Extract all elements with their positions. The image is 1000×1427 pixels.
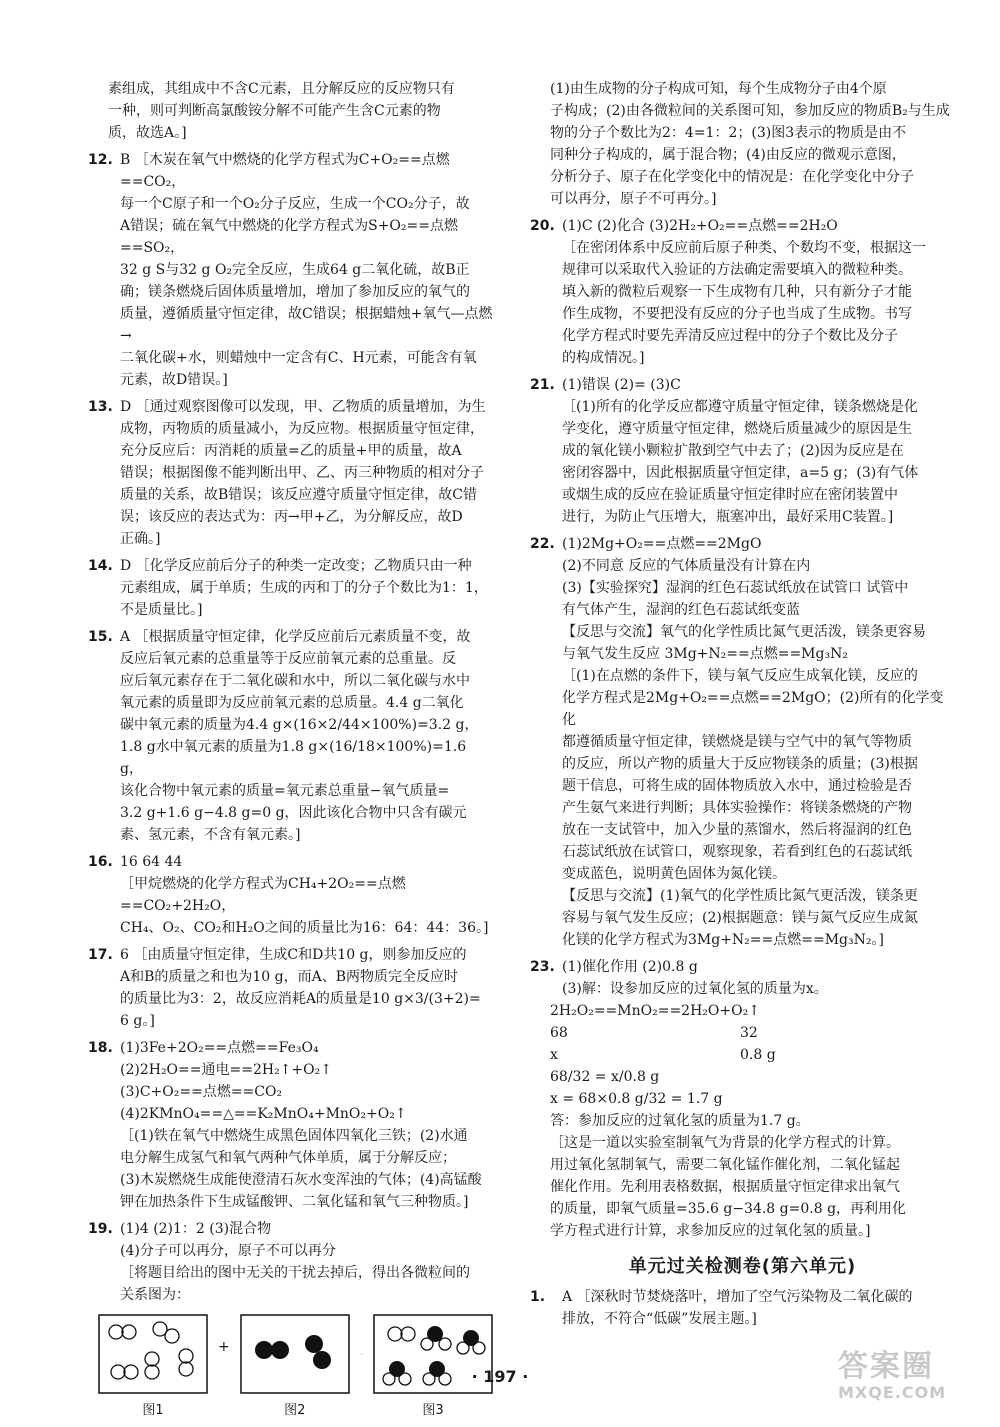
- section-title: 单元过关检测卷(第六单元): [628, 1256, 857, 1277]
- text-line: 充分反应后：丙消耗的质量=乙的质量+甲的质量，故A: [120, 443, 462, 459]
- question-number: 23.: [530, 959, 555, 975]
- question-14: [88, 555, 493, 621]
- q19-continuation: [530, 78, 955, 210]
- text-line: 元素组成，属于单质；生成的丙和丁的分子个数比为1：1，: [120, 580, 488, 596]
- calc-row: [550, 1066, 955, 1088]
- answer-line: (1)C (2)化合 (3)2H₂+O₂==点燃==2H₂O: [562, 218, 838, 234]
- question-number: 13.: [88, 399, 113, 415]
- text-line: 一种，则可判断高氯酸铵分解不可能产生含C元素的物: [108, 103, 441, 119]
- answer-line: (2)2H₂O==通电==2H₂↑+O₂↑: [120, 1062, 332, 1078]
- text-line: 都遵循质量守恒定律，镁燃烧是镁与空气中的氧气等物质: [562, 734, 912, 750]
- text-line: 质量的关系，故B错误；该反应遵守质量守恒定律，故C错: [120, 487, 477, 503]
- text-line: 的质量，即氧气质量=35.6 g−34.8 g=0.8 g，再利用化: [550, 1201, 907, 1217]
- text-line: A ［深秋时节焚烧落叶，增加了空气污染物及二氧化碳的: [562, 1289, 913, 1305]
- text-line: 的质量比为3：2，故反应消耗A的质量是10 g×3/(3+2)=: [120, 991, 481, 1007]
- text-line: 可以再分，原子不可再分。]: [550, 191, 717, 207]
- text-line: 元素，故D错误。]: [120, 372, 228, 388]
- text-line: ［(1)铁在氧气中燃烧生成黑色固体四氧化三铁；(2)水通: [120, 1128, 468, 1144]
- text-line: 1.8 g水中氧元素的质量为1.8 g×(16/18×100%)=1.6 g，: [120, 739, 467, 777]
- calc-cell: 0.8 g: [740, 1047, 776, 1063]
- question-18: [88, 1037, 493, 1213]
- watermark-logo: [838, 1350, 988, 1410]
- question-number: 16.: [88, 854, 113, 870]
- text-line: 正确。]: [120, 531, 161, 547]
- text-line: 成物，丙物质的质量减小，为反应物。根据质量守恒定律，: [120, 421, 484, 437]
- text-line: (1)由生成物的分子构成可知，每个生成物分子由4个原: [550, 81, 887, 97]
- text-line: 质量，遵循质量守恒定律，故C错误；根据蜡烛+氧气—点燃→: [120, 306, 493, 344]
- calc-row: [550, 1022, 955, 1044]
- question-17: [88, 944, 493, 1032]
- answer-line: 【反思与交流】氧气的化学性质比氮气更活泼，镁条更容易: [562, 624, 926, 640]
- calculation-block: [530, 1000, 955, 1242]
- text-line: 变成蓝色，说明黄色固体为氮化镁。: [562, 866, 786, 882]
- text-line: 石蕊试纸放在试管口，观察现象，若看到红色的石蕊试纸: [562, 844, 912, 860]
- text-line: 或烟生成的反应在验证质量守恒定律时应在密闭装置中: [562, 487, 898, 503]
- page-number: · 197 ·: [471, 1367, 529, 1386]
- answer-line: (1)3Fe+2O₂==点燃==Fe₃O₄: [120, 1040, 319, 1056]
- text-line: 进行，为防止气压增大，瓶塞冲出，最好采用C装置。]: [562, 509, 894, 525]
- text-line: 错误；根据图像不能判断出甲、乙、丙三种物质的相对分子: [120, 465, 484, 481]
- question-23: [530, 956, 955, 1242]
- text-line: 放在一支试管中，加入少量的蒸馏水，然后将湿润的红色: [562, 822, 912, 838]
- question-number: 14.: [88, 558, 113, 574]
- section-question-1: [530, 1286, 955, 1330]
- text-line: A ［根据质量守恒定律，化学反应前后元素质量不变，故: [120, 629, 471, 645]
- text-line: 学方程式进行计算，求参加反应的过氧化氢的质量。]: [550, 1223, 871, 1239]
- text-line: 规律可以采取代入验证的方法确定需要填入的微粒种类。: [562, 262, 912, 278]
- watermark-text: 答案圈: [838, 1349, 934, 1384]
- calc-cell: x = 68×0.8 g/32 = 1.7 g: [550, 1091, 723, 1107]
- calc-cell: 32: [740, 1025, 758, 1041]
- text-line: 题干信息，可将生成的固体物质放入水中，通过检验是否: [562, 778, 912, 794]
- text-line: 催化作用。先利用表格数据，根据质量守恒定律求出氧气: [550, 1179, 900, 1195]
- right-column: [530, 78, 955, 1335]
- text-line: 二氧化碳+水，则蜡烛中一定含有C、H元素，可能含有氧: [120, 350, 477, 366]
- text-line: 素、氢元素，不含有氧元素。]: [120, 827, 301, 843]
- text-line: ［(1)在点燃的条件下，镁与氧气反应生成氧化镁，反应的: [562, 668, 918, 684]
- calc-row: [550, 1088, 955, 1110]
- text-line: 氧元素的质量即为反应前氧元素的总质量。4.4 g二氧化: [120, 695, 464, 711]
- calc-row: [550, 1000, 955, 1022]
- calc-cell: 68/32 = x/0.8 g: [550, 1069, 660, 1085]
- question-22: [530, 533, 955, 951]
- text-line: 应后氧元素存在于二氧化碳和水中，所以二氧化碳与水中: [120, 673, 470, 689]
- question-number: 12.: [88, 152, 113, 168]
- text-line: 关系图为：: [120, 1287, 190, 1303]
- question-number: 1.: [530, 1289, 546, 1305]
- text-line: 产生氨气来进行判断；具体实验操作：将镁条燃烧的产物: [562, 800, 912, 816]
- text-line: 该化合物中氧元素的质量=氧元素总重量−氧气质量=: [120, 783, 450, 799]
- text-line: 学变化，遵守质量守恒定律，燃烧后质量减少的原因是生: [562, 421, 912, 437]
- left-column: [88, 78, 493, 1427]
- answer-line: 与氧气发生反应 3Mg+N₂==点燃==Mg₃N₂: [562, 646, 848, 662]
- question-12: [88, 149, 493, 391]
- calc-cell: x: [550, 1047, 558, 1063]
- question-16: [88, 851, 493, 939]
- answer-line: (3)解：设参加反应的过氧化氢的质量为x。: [562, 981, 828, 997]
- text-line: CH₄、O₂、CO₂和H₂O之间的质量比为16：64：44：36。]: [120, 920, 489, 936]
- text-line: 3.2 g+1.6 g−4.8 g=0 g，因此该化合物中只含有碳元: [120, 805, 467, 821]
- text-line: 钾在加热条件下生成锰酸钾、二氧化锰和氧气三种物质。]: [120, 1194, 469, 1210]
- answer-line: (3)【实验探究】湿润的红色石蕊试纸放在试管口 试管中: [562, 580, 909, 596]
- figure-caption: 图2: [284, 1403, 306, 1418]
- calc-row: [550, 1044, 955, 1066]
- text-line: ［甲烷燃烧的化学方程式为CH₄+2O₂==点燃==CO₂+2H₂O，: [120, 876, 406, 914]
- text-line: 电分解生成氢气和氧气两种气体单质，属于分解反应；: [120, 1150, 456, 1166]
- text-line: 填入新的微粒后观察一下生成物有几种，只有新分子才能: [562, 284, 912, 300]
- text-line: (3)木炭燃烧生成能使澄清石灰水变浑浊的气体；(4)高锰酸: [120, 1172, 482, 1188]
- watermark-url: MXQE.COM: [838, 1383, 947, 1402]
- answer-line: (4)2KMnO₄==△==K₂MnO₄+MnO₂+O₂↑: [120, 1106, 407, 1122]
- text-line: 的反应，所以产物的质量大于反应物镁条的质量；(3)根据: [562, 756, 918, 772]
- text-line: 误；该反应的表达式为：丙→甲+乙，为分解反应，故D: [120, 509, 463, 525]
- question-number: 21.: [530, 377, 555, 393]
- conclusion-line: 答：参加反应的过氧化氢的质量为1.7 g。: [550, 1113, 810, 1129]
- question-number: 17.: [88, 947, 113, 963]
- text-line: 物的分子个数比为2：4=1：2；(3)图3表示的物质是由不: [550, 125, 907, 141]
- text-line: 分析分子、原子在化学变化中的情况是：在化学变化中分子: [550, 169, 914, 185]
- figure-caption: 图1: [142, 1403, 164, 1418]
- answer-line: (1)4 (2)1：2 (3)混合物: [120, 1221, 272, 1237]
- text-line: ［在密闭体系中反应前后原子种类、个数均不变，根据这一: [562, 240, 926, 256]
- text-line: 作生成物，不要把没有反应的分子也当成了生成物。书写: [562, 306, 912, 322]
- text-line: A和B的质量之和也为10 g，而A、B两物质完全反应时: [120, 969, 459, 985]
- text-line: 容易与氧气发生反应；(2)根据题意：镁与氮气反应生成氮: [562, 910, 918, 926]
- question-number: 15.: [88, 629, 113, 645]
- text-line: 32 g S与32 g O₂完全反应，生成64 g二氧化硫，故B正: [120, 262, 470, 278]
- text-line: 的构成情况。]: [562, 350, 645, 366]
- answer-line: (1)2Mg+O₂==点燃==2MgO: [562, 536, 762, 552]
- text-line: 排放，不符合“低碳”发展主题。]: [562, 1311, 757, 1327]
- text-line: 【反思与交流】(1)氧气的化学性质比氮气更活泼，镁条更: [562, 888, 918, 904]
- text-line: 用过氧化氢制氧气，需要二氧化锰作催化剂，二氧化锰起: [550, 1157, 900, 1173]
- arrow-icon: [360, 1339, 363, 1369]
- question-number: 20.: [530, 218, 555, 234]
- answer-line: (4)分子可以再分，原子不可以再分: [120, 1243, 336, 1259]
- question-number: 19.: [88, 1221, 113, 1237]
- text-line: ［(1)所有的化学反应都遵守质量守恒定律，镁条燃烧是化: [562, 399, 918, 415]
- text-line: ［将题目给出的图中无关的干扰去掉后，得出各微粒间的: [120, 1265, 470, 1281]
- text-line: 子构成；(2)由各微粒间的关系图可知，参加反应的物质B₂与生成: [550, 103, 950, 119]
- q11-continuation: [88, 78, 493, 144]
- text-line: B ［木炭在氧气中燃烧的化学方程式为C+O₂==点燃==CO₂，: [120, 152, 450, 190]
- question-21: [530, 374, 955, 528]
- question-19: [88, 1218, 493, 1422]
- figure-caption: 图3: [422, 1403, 444, 1418]
- text-line: 不是质量比。]: [120, 602, 203, 618]
- answer-line: (1)错误 (2)= (3)C: [562, 377, 681, 393]
- answer-line: (1)催化作用 (2)0.8 g: [562, 959, 698, 975]
- text-line: 素组成，其组成中不含C元素，且分解反应的反应物只有: [108, 81, 455, 97]
- text-line: 6 g。]: [120, 1013, 155, 1029]
- question-13: [88, 396, 493, 550]
- question-20: [530, 215, 955, 369]
- question-15: [88, 626, 493, 846]
- text-line: 化学方程式时要先弄清反应过程中的分子个数比及分子: [562, 328, 898, 344]
- text-line: D ［通过观察图像可以发现，甲、乙物质的质量增加，为生: [120, 399, 486, 415]
- text-line: 确；镁条燃烧后固体质量增加，增加了参加反应的氧气的: [120, 284, 470, 300]
- question-number: 18.: [88, 1040, 113, 1056]
- text-line: 质，故选A。]: [108, 125, 187, 141]
- text-line: 成的氧化镁小颗粒扩散到空气中去了；(2)因为反应是在: [562, 443, 904, 459]
- question-number: 22.: [530, 536, 555, 552]
- answer-line: (3)C+O₂==点燃==CO₂: [120, 1084, 283, 1100]
- text-line: 化学方程式是2Mg+O₂==点燃==2MgO；(2)所有的化学变化: [562, 690, 944, 728]
- answer-line: (2)不同意 反应的气体质量没有计算在内: [562, 558, 811, 574]
- text-line: A错误；硫在氧气中燃烧的化学方程式为S+O₂==点燃==SO₂，: [120, 218, 458, 256]
- text-line: ［这是一道以实验室制氧气为背景的化学方程式的计算。: [550, 1135, 900, 1151]
- calc-cell: 2H₂O₂==MnO₂==2H₂O+O₂↑: [550, 1003, 760, 1019]
- text-line: 碳中氧元素的质量为4.4 g×(16×2/44×100%)=3.2 g，: [120, 717, 479, 733]
- text-line: 同种分子构成的，属于混合物；(4)由反应的微观示意图，: [550, 147, 906, 163]
- text-line: 6 ［由质量守恒定律，生成C和D共10 g，则参加反应的: [120, 947, 467, 963]
- text-line: 每一个C原子和一个O₂分子反应，生成一个CO₂分子，故: [120, 196, 470, 212]
- answer-line: 有气体产生，湿润的红色石蕊试纸变蓝: [562, 602, 800, 618]
- answer-line: 16 64 44: [120, 854, 183, 870]
- calc-cell: 68: [550, 1025, 568, 1041]
- text-line: 密闭容器中，因此根据质量守恒定律，a=5 g；(3)有气体: [562, 465, 919, 481]
- text-line: 反应后氧元素的总重量等于反应前氧元素的总重量。反: [120, 651, 456, 667]
- text-line: 化镁的化学方程式为3Mg+N₂==点燃==Mg₃N₂。]: [562, 932, 884, 948]
- plus-sign: +: [218, 1339, 230, 1355]
- text-line: D ［化学反应前后分子的种类一定改变；乙物质只由一种: [120, 558, 472, 574]
